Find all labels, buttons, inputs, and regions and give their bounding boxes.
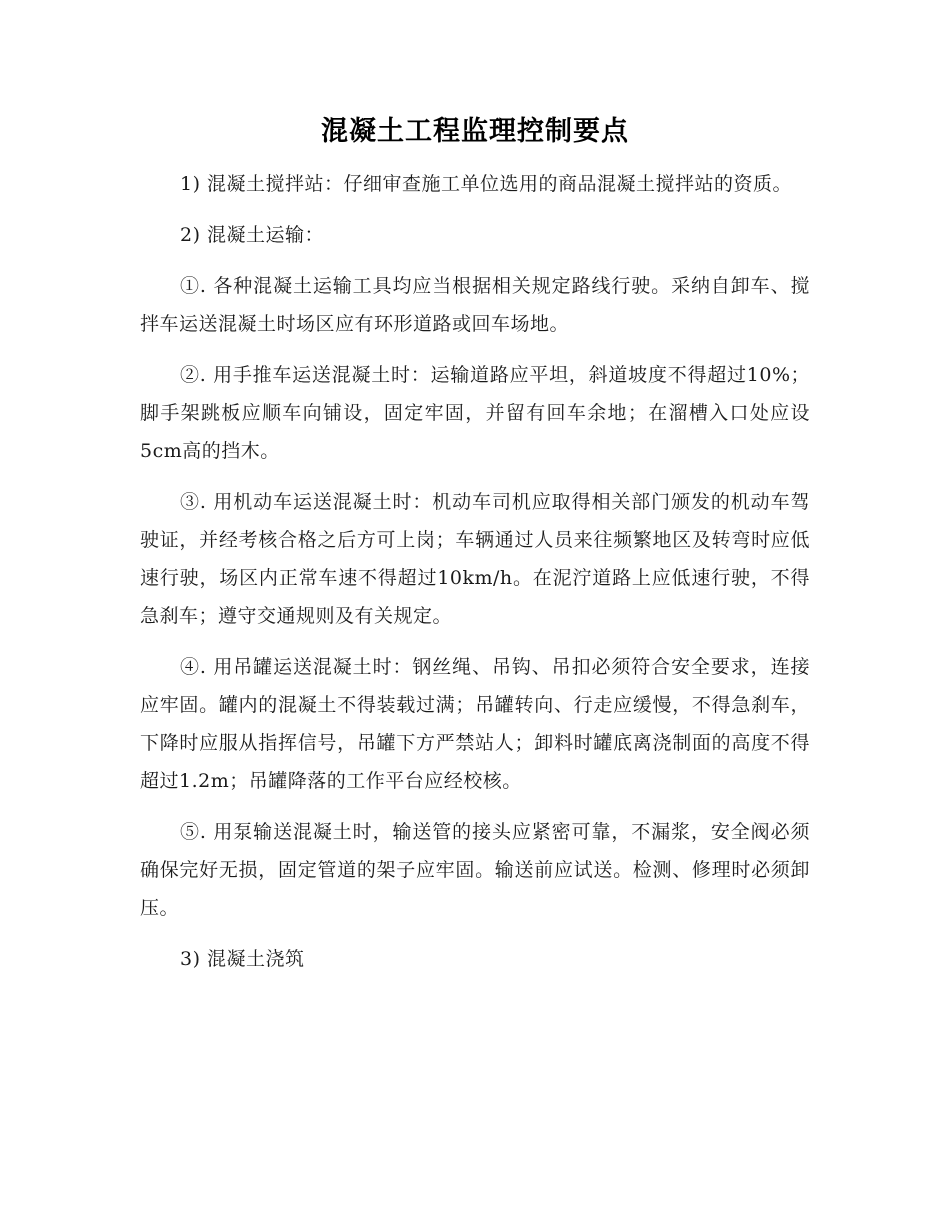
paragraph-crane-bucket: ④. 用吊罐运送混凝土时：钢丝绳、吊钩、吊扣必须符合安全要求，连接应牢固。罐内的混凝土不得装载过满；吊罐转向、行走应缓慢，不得急刹车，下降时应服从指挥信号，吊罐下方严禁站人；卸料时罐底离浇制面的高度不得超过1.2m；吊罐降落的工作平台应经校核。 bbox=[140, 656, 810, 792]
paragraph-motor-vehicle: ③. 用机动车运送混凝土时：机动车司机应取得相关部门颁发的机动车驾驶证，并经考核合格之后方可上岗；车辆通过人员来往频繁地区及转弯时应低速行驶，场区内正常车速不得超过10km/h。在泥泞道路上应低速行驶，不得急刹车；遵守交通规则及有关规定。 bbox=[140, 491, 810, 627]
paragraph-pump: ⑤. 用泵输送混凝土时，输送管的接头应紧密可靠，不漏浆，安全阀必须确保完好无损，固定管道的架子应牢固。输送前应试送。检测、修理时必须卸压。 bbox=[140, 821, 810, 919]
paragraph-mixing-station: 1) 混凝土搅拌站：仔细审查施工单位选用的商品混凝土搅拌站的资质。 bbox=[180, 173, 793, 195]
paragraph-pouring-heading: 3) 混凝土浇筑 bbox=[180, 948, 305, 970]
paragraph-handcart: ②. 用手推车运送混凝土时：运输道路应平坦，斜道坡度不得超过10%；脚手架跳板应顺车向铺设，固定牢固，并留有回车余地；在溜槽入口处应设5cm高的挡木。 bbox=[140, 364, 810, 462]
document-title: 混凝土工程监理控制要点 bbox=[321, 116, 629, 147]
paragraph-transport-heading: 2) 混凝土运输： bbox=[180, 224, 325, 246]
document-body bbox=[140, 165, 810, 991]
paragraph-transport-tools: ①. 各种混凝土运输工具均应当根据相关规定路线行驶。采纳自卸车、搅拌车运送混凝土时场区应有环形道路或回车场地。 bbox=[140, 275, 810, 335]
